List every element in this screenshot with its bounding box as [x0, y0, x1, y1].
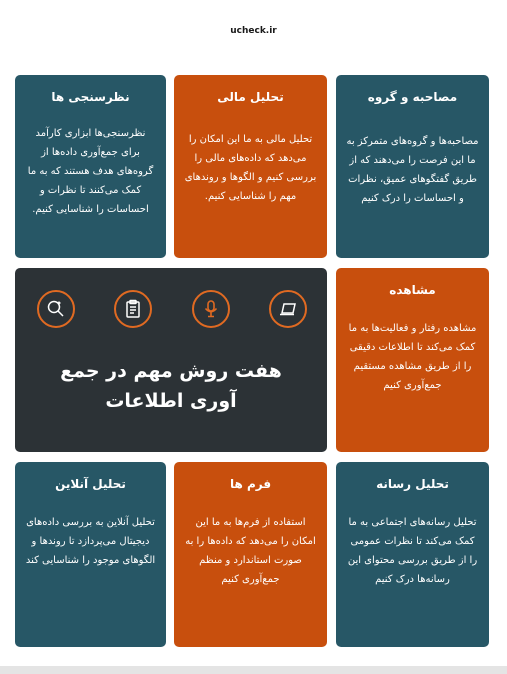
card-title: نظرسنجی ها — [51, 90, 130, 104]
card-title: تحلیل مالی — [217, 90, 284, 104]
search-icon — [37, 290, 75, 328]
card-title: مشاهده — [389, 283, 436, 297]
card-forms — [174, 462, 327, 647]
card-online-analysis — [15, 462, 166, 647]
card-title: مصاحبه و گروه — [367, 90, 458, 104]
card-interview — [336, 75, 489, 258]
card-media-analysis — [336, 462, 489, 647]
clipboard-icon — [114, 290, 152, 328]
site-domain: ucheck.ir — [230, 26, 277, 36]
card-body: مشاهده رفتار و فعالیت‌ها به ما کمک می‌کند تا اطلاعات دقیقی را از طریق مشاهده مستقیم جمع‌آوری کنیم — [348, 323, 477, 391]
center-panel — [15, 268, 327, 452]
card-body: استفاده از فرم‌ها به ما این امکان را می‌دهد که داده‌ها را به صورت استاندارد و منظم جمع‌آوری کنیم — [185, 517, 316, 585]
card-body: تحلیل مالی به ما این امکان را می‌دهد که داده‌های مالی را بررسی کنیم و الگوها و روندهای مهم را شناسایی کنیم. — [184, 134, 317, 202]
card-title: تحلیل آنلاین — [55, 477, 126, 491]
card-financial-analysis — [174, 75, 327, 258]
bottom-bar — [0, 666, 507, 674]
card-body: تحلیل آنلاین به بررسی داده‌های دیجیتال می‌پردازد تا روندها و الگوهای موجود را شناسایی کند — [25, 517, 156, 566]
laptop-icon — [269, 290, 307, 328]
card-title: فرم ها — [229, 477, 272, 491]
card-surveys — [15, 75, 166, 258]
card-body: مصاحبه‌ها و گروه‌های متمرکز به ما این فرصت را می‌دهند که از طریق گفتگوهای عمیق، نظرات و احساسات را درک کنیم — [346, 136, 479, 204]
card-title: تحلیل رسانه — [376, 477, 449, 491]
card-observation — [336, 268, 489, 452]
main-title: هفت روش مهم در جمع آوری اطلاعات — [60, 360, 282, 412]
card-body: تحلیل رسانه‌های اجتماعی به ما کمک می‌کند تا نظرات عمومی را از طریق بررسی محتوای این رسانه‌ها درک کنیم — [347, 517, 478, 585]
card-body: نظرسنجی‌ها ابزاری کارآمد برای جمع‌آوری داده‌ها از گروه‌های هدف هستند که به ما کمک می‌کنند تا نظرات و احساسات را شناسایی کنیم. — [27, 128, 154, 215]
icon-row — [37, 290, 307, 328]
microphone-icon — [192, 290, 230, 328]
